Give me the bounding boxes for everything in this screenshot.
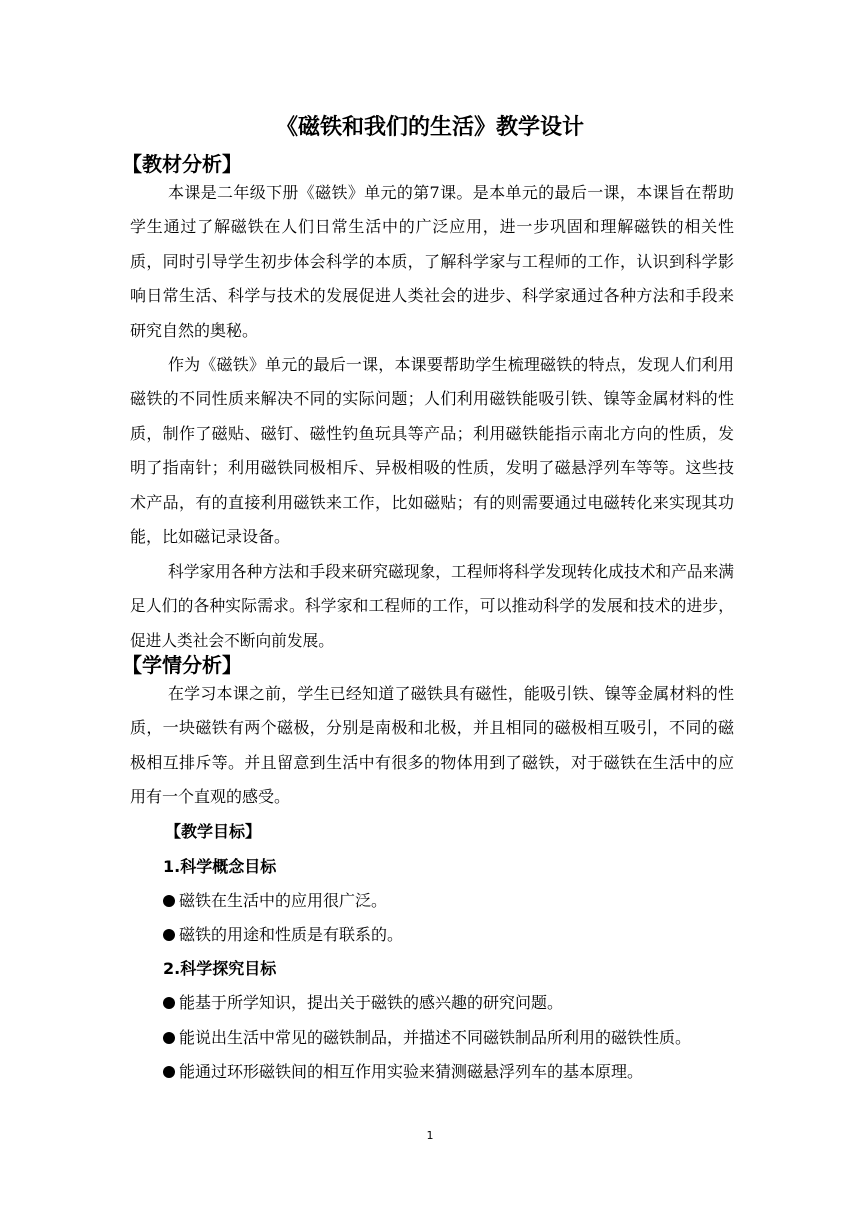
teaching-goals-heading: 【教学目标】 <box>165 822 262 841</box>
inquiry-goal-item <box>163 1026 691 1050</box>
inquiry-goal-text: 能通过环形磁铁间的相互作用实验来猜测磁悬浮列车的基本原理。 <box>179 1062 644 1081</box>
bullet-icon <box>163 1032 175 1044</box>
inquiry-goals-title: 2.科学探究目标 <box>163 959 277 978</box>
inquiry-goal-item <box>163 991 563 1015</box>
document-title: 《磁铁和我们的生活》教学设计 <box>275 115 584 140</box>
concept-goal-item <box>163 889 387 913</box>
concept-goal-item <box>163 923 403 947</box>
bullet-icon <box>163 997 175 1009</box>
student-analysis-paragraph: 在学习本课之前，学生已经知道了磁铁具有磁性，能吸引铁、镍等金属材料的性质，一块磁铁有两个磁极，分别是南极和北极，并且相同的磁极相互吸引，不同的磁极相互排斥等。并且留意到生活中有很多的物体用到了磁铁，对于磁铁在生活中的应用有一个直观的感受。 <box>130 684 734 807</box>
inquiry-goal-item <box>163 1060 643 1084</box>
bullet-icon <box>163 1066 175 1078</box>
material-analysis-paragraph-3: 科学家用各种方法和手段来研究磁现象，工程师将科学发现转化成技术和产品来满足人们的各种实际需求。科学家和工程师的工作，可以推动科学的发展和技术的进步，促进人类社会不断向前发展。 <box>130 562 734 650</box>
concept-goals-title: 1.科学概念目标 <box>163 857 277 876</box>
student-analysis-heading: 【学情分析】 <box>122 653 242 677</box>
inquiry-goal-text: 能基于所学知识，提出关于磁铁的感兴趣的研究问题。 <box>179 993 564 1012</box>
material-analysis-heading: 【教材分析】 <box>122 152 242 176</box>
page-number: 1 <box>426 1129 434 1142</box>
concept-goal-text: 磁铁在生活中的应用很广泛。 <box>179 891 388 910</box>
inquiry-goal-text: 能说出生活中常见的磁铁制品，并描述不同磁铁制品所利用的磁铁性质。 <box>179 1028 692 1047</box>
material-analysis-paragraph-1: 本课是二年级下册《磁铁》单元的第7课。是本单元的最后一课，本课旨在帮助学生通过了解磁铁在人们日常生活中的广泛应用，进一步巩固和理解磁铁的相关性质，同时引导学生初步体会科学的本质，了解科学家与工程师的工作，认识到科学影响日常生活、科学与技术的发展促进人类社会的进步、科学家通过各种方法和手段来研究自然的奥秘。 <box>130 183 734 340</box>
material-analysis-paragraph-2: 作为《磁铁》单元的最后一课，本课要帮助学生梳理磁铁的特点，发现人们利用磁铁的不同性质来解决不同的实际问题；人们利用磁铁能吸引铁、镍等金属材料的性质，制作了磁贴、磁钉、磁性钓鱼玩具等产品；利用磁铁能指示南北方向的性质，发明了指南针；利用磁铁同极相斥、异极相吸的性质，发明了磁悬浮列车等等。这些技术产品，有的直接利用磁铁来工作，比如磁贴；有的则需要通过电磁转化来实现其功能，比如磁记录设备。 <box>130 355 734 547</box>
bullet-icon <box>163 929 175 941</box>
bullet-icon <box>163 895 175 907</box>
concept-goal-text: 磁铁的用途和性质是有联系的。 <box>179 925 404 944</box>
